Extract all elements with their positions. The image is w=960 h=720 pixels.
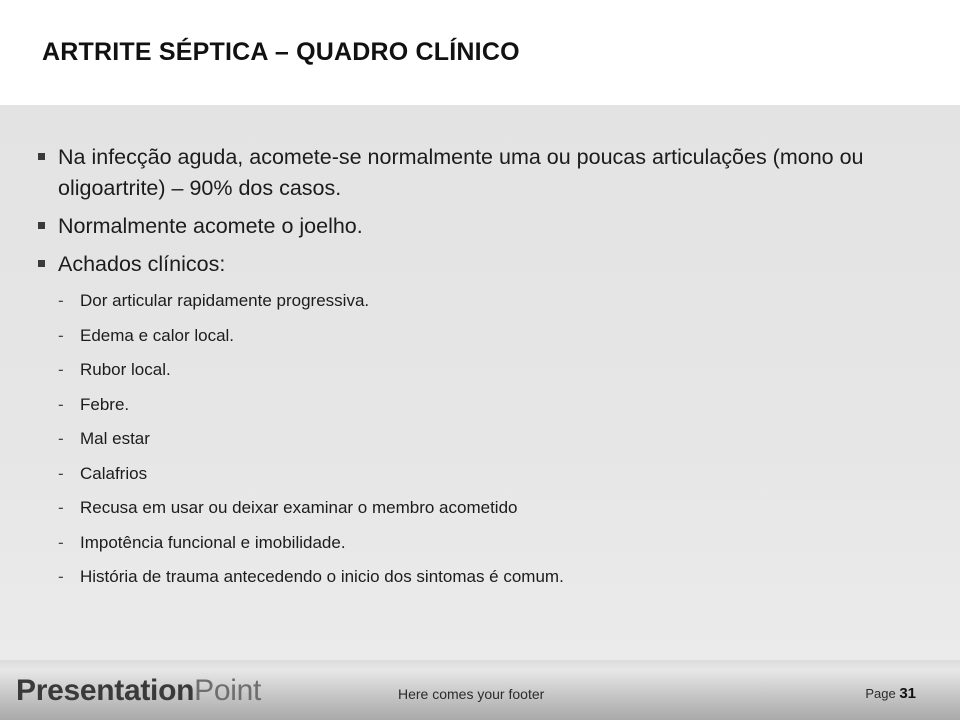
sub-item	[58, 388, 936, 423]
sub-item-text: Edema e calor local.	[80, 325, 235, 345]
footer-text: Here comes your footer	[398, 686, 545, 702]
sub-item-text: Rubor local.	[80, 360, 171, 379]
sub-item-text: Recusa em usar ou deixar examinar o membro acometido	[80, 498, 518, 517]
sub-item-text: Dor articular rapidamente progressiva.	[80, 291, 370, 310]
sub-item	[58, 457, 936, 492]
dash-marker: -	[58, 567, 64, 586]
sub-item	[58, 422, 936, 457]
square-bullet-icon	[38, 153, 45, 160]
logo-text-bold: Presentation	[16, 674, 195, 707]
dash-marker: -	[58, 394, 64, 414]
sub-item-text: Impotência funcional e imobilidade.	[80, 532, 346, 552]
logo-text-light: Point	[194, 674, 262, 707]
sub-list	[58, 284, 936, 595]
dash-marker: -	[58, 325, 64, 345]
sub-item-text: Febre.	[80, 394, 130, 414]
page-number-value: 31	[899, 685, 916, 702]
bullet-item	[36, 249, 936, 595]
sub-item-text: Calafrios	[80, 463, 148, 483]
sub-item	[58, 353, 936, 388]
dash-marker: -	[58, 360, 64, 379]
square-bullet-icon	[38, 260, 45, 267]
sub-item	[58, 284, 936, 319]
bullet-text: Normalmente acomete o joelho.	[58, 214, 363, 238]
sub-item	[58, 526, 936, 561]
sub-item-text: História de trauma antecedendo o inicio dos sintomas é comum.	[80, 567, 564, 586]
bullet-text: Na infecção aguda, acomete-se normalmente uma ou poucas articulações (mono ou oligoartrite) – 90% dos casos.	[58, 145, 864, 200]
footer-shadow	[0, 660, 960, 670]
sub-item	[58, 560, 936, 595]
bullet-text: Achados clínicos:	[58, 252, 226, 276]
dash-marker: -	[58, 429, 64, 448]
dash-marker: -	[58, 532, 64, 552]
sub-item	[58, 491, 936, 526]
bullet-item	[36, 211, 936, 242]
sub-item	[58, 319, 936, 354]
sub-item-text: Mal estar	[80, 429, 150, 448]
page-number	[865, 685, 916, 702]
square-bullet-icon	[38, 222, 45, 229]
presentationpoint-logo	[16, 674, 261, 708]
dash-marker: -	[58, 498, 64, 517]
dash-marker: -	[58, 291, 64, 310]
footer-bar	[0, 660, 960, 720]
dash-marker: -	[58, 463, 64, 483]
bullet-item	[36, 142, 936, 204]
page-label: Page	[865, 686, 896, 701]
slide-title: ARTRITE SÉPTICA – QUADRO CLÍNICO	[42, 38, 520, 66]
bullet-list	[36, 142, 936, 602]
